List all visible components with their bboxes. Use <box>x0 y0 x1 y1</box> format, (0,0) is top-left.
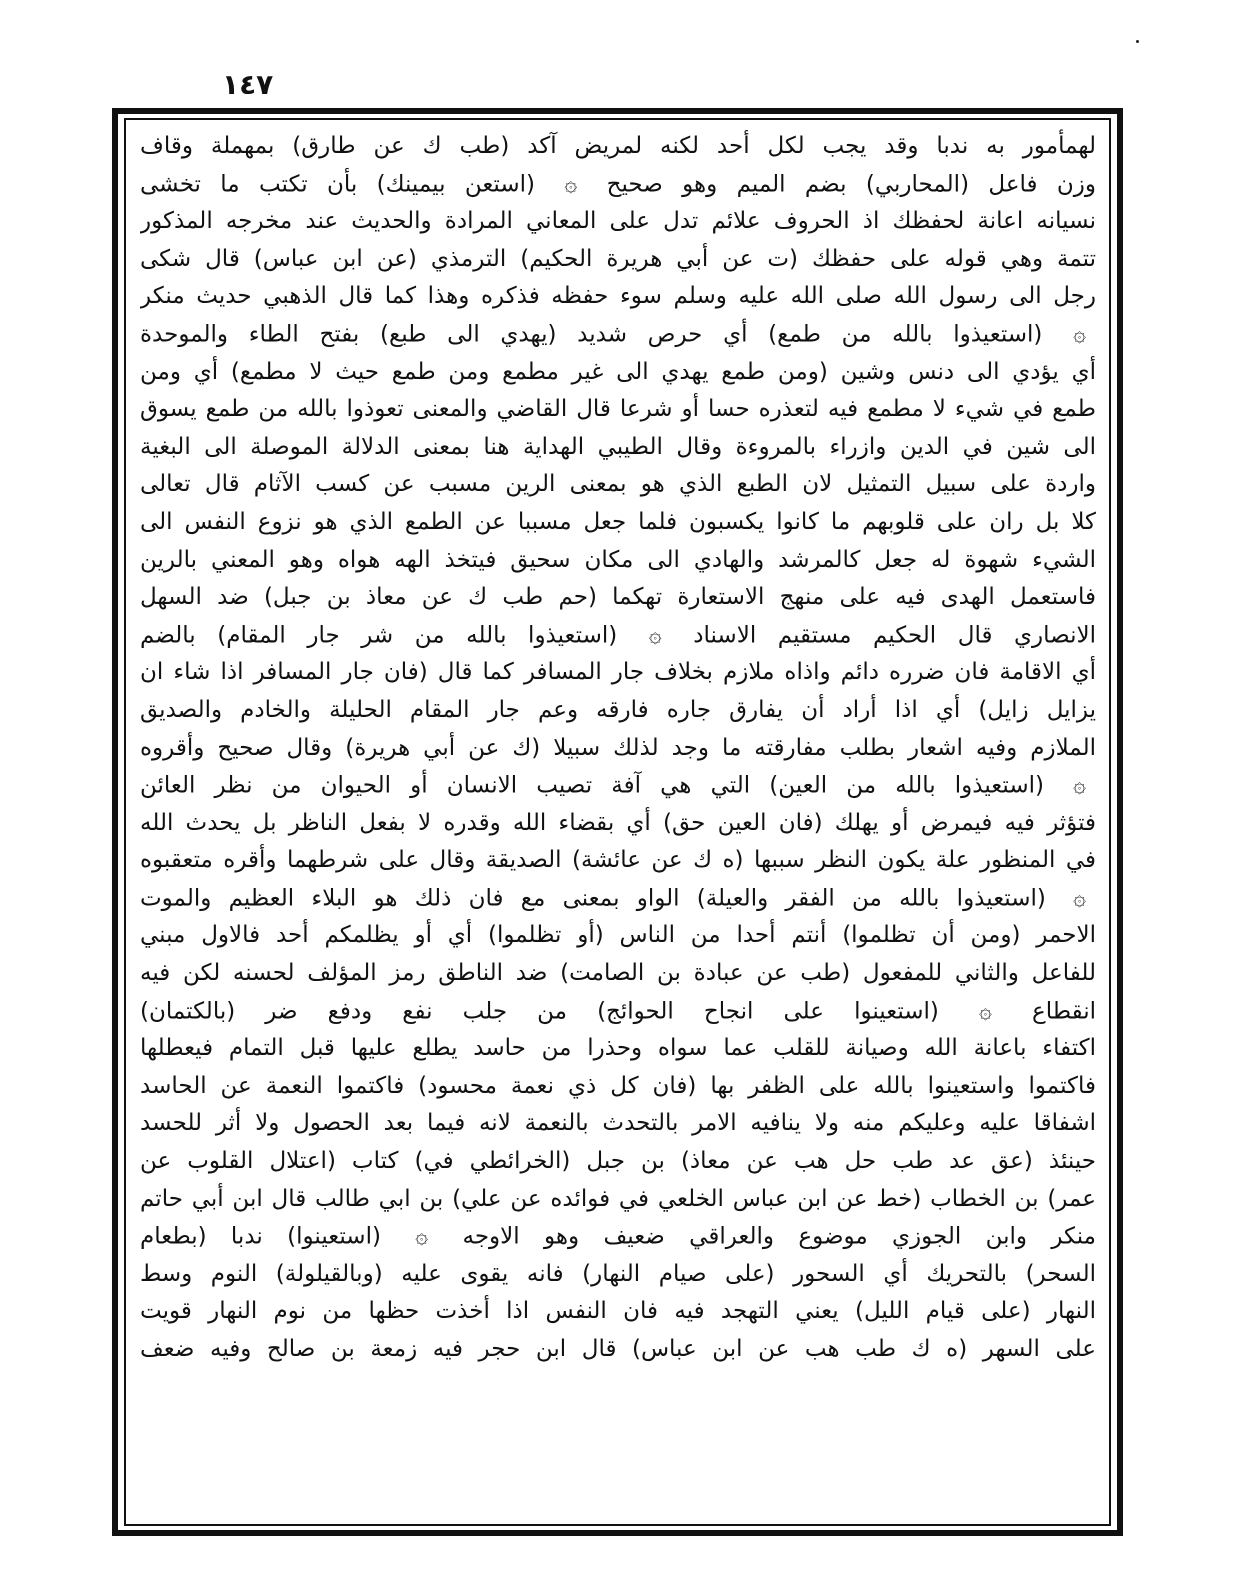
text-line: ۞ (استعيذوا بالله من طمع) أي حرص شديد (يهدي الى طبع) بفتح الطاء والموحدة <box>140 316 1096 354</box>
text-line: للفاعل والثاني للمفعول (طب عن عبادة بن الصامت) ضد الناطق رمز المؤلف لحسنه لكن فيه <box>140 960 1096 987</box>
text-line: الى شين في الدين وازراء بالمروءة وقال الطيبي الهداية هنا بمعنى الدلالة الموصلة الى البغية <box>140 433 1096 460</box>
text-line: اكتفاء باعانة الله وصيانة للقلب عما سواه وحذرا من حاسد يطلع عليها قبل التمام فيعطلها <box>140 1035 1096 1062</box>
text-line: طمع في شيء لا مطمع فيه لتعذره حسا أو شرعا قال القاضي والمعنى تعوذوا بالله من طمع يسوق <box>140 396 1096 423</box>
text-line: في المنظور علة يكون النظر سببها (ه ك عن عائشة) الصديقة وقال على شرطهما وأقره متعقبوه <box>140 847 1096 874</box>
text-line: كلا بل ران على قلوبهم ما كانوا يكسبون فلما جعل مسببا عن الطمع الذي هو نزوع النفس الى <box>140 508 1096 535</box>
body-text <box>140 128 1096 1520</box>
text-line: انقطاع ۞ (استعينوا على انجاح الحوائج) من جلب نفع ودفع ضر (بالكتمان) <box>140 993 1096 1031</box>
text-line: تتمة وهي قوله على حفظك (ت عن أبي هريرة الحكيم) الترمذي (عن ابن عباس) قال شكى <box>140 245 1096 272</box>
text-line: الشيء شهوة له جعل كالمرشد والهادي الى مكان سحيق فيتخذ الهه هواه وهو المعني بالرين <box>140 546 1096 573</box>
text-line: على السهر (ه ك طب هب عن ابن عباس) قال ابن حجر فيه زمعة بن صالح وفيه ضعف <box>140 1336 1096 1362</box>
text-line: حينئذ (عق عد طب حل هب عن معاذ) بن جبل (الخرائطي في) كتاب (اعتلال القلوب عن <box>140 1148 1096 1175</box>
ornament-icon: ۞ <box>1073 885 1086 911</box>
text-line: فاكتموا واستعينوا بالله على الظفر بها (فان كل ذي نعمة محسود) فاكتموا النعمة عن الحاسد <box>140 1072 1096 1099</box>
ornament-icon: ۞ <box>1073 773 1086 799</box>
text-line: واردة على سبيل التمثيل لان الطبع الذي هو بمعنى الرين مسبب عن كسب الآثام قال تعالى <box>140 471 1096 498</box>
text-line: ۞ (استعيذوا بالله من العين) التي هي آفة تصيب الانسان أو الحيوان من نظر العائن <box>140 767 1096 805</box>
text-line: الاحمر (ومن أن تظلموا) أنتم أحدا من الناس (أو تظلموا) أي أو يظلمكم أحد فالاول مبني <box>140 922 1096 949</box>
text-line: منكر وابن الجوزي موضوع والعراقي ضعيف وهو الاوجه ۞ (استعينوا) ندبا (بطعام <box>140 1218 1096 1256</box>
text-line: لهمأمور به ندبا وقد يجب لكل أحد لكنه لمريض آكد (طب ك عن طارق) بمهملة وقاف <box>140 133 1096 159</box>
text-line: الملازم وفيه اشعار بطلب مفارقته ما وجد لذلك سبيلا (ك عن أبي هريرة) وقال صحيح وأقروه <box>140 734 1096 761</box>
text-line: أي الاقامة فان ضرره دائم واذاه ملازم بخلاف جار المسافر كما قال (فان جار المسافر اذا شاء ان <box>140 659 1096 686</box>
text-line: اشفاقا عليه وعليكم منه ولا ينافيه الامر بالتحدث بالنعمة لانه فيما بعد الحصول ولا أثر للحسد <box>140 1110 1096 1137</box>
text-line: فتؤثر فيه فيمرض أو يهلك (فان العين حق) أي بقضاء الله وقدره لا بفعل الناظر بل يحدث الله <box>140 809 1096 836</box>
text-line: الانصاري قال الحكيم مستقيم الاسناد ۞ (استعيذوا بالله من شر جار المقام) بالضم <box>140 617 1096 655</box>
text-line: رجل الى رسول الله صلى الله عليه وسلم سوء حفظه فذكره وهذا كما قال الذهبي حديث منكر <box>140 283 1096 310</box>
ornament-icon: ۞ <box>979 998 992 1024</box>
text-line: ۞ (استعيذوا بالله من الفقر والعيلة) الواو بمعنى مع فان ذلك هو البلاء العظيم والموت <box>140 880 1096 918</box>
ornament-icon: ۞ <box>415 1224 429 1250</box>
ornament-icon: ۞ <box>1073 321 1086 347</box>
text-line: يزايل زايل) أي اذا أراد أن يفارق جاره فارقه وعم جار المقام الحليلة والخادم والصديق <box>140 696 1096 723</box>
page-number: ١٤٧ <box>222 68 274 101</box>
text-line: عمر) بن الخطاب (خط عن ابن عباس الخلعي في فوائده عن علي) بن ابي طالب قال ابن أبي حاتم <box>140 1185 1096 1212</box>
text-line: السحر) بالتحريك أي السحور (على صيام النهار) فانه يقوى عليه (وبالقيلولة) النوم وسط <box>140 1260 1096 1287</box>
text-line: نسيانه اعانة لحفظك اذ الحروف علائم تدل على المعاني المرادة والحديث عند مخرجه المذكور <box>140 208 1096 235</box>
text-line: وزن فاعل (المحاربي) بضم الميم وهو صحيح ۞ (استعن بيمينك) بأن تكتب ما تخشى <box>140 166 1096 204</box>
ornament-icon: ۞ <box>564 171 578 197</box>
ornament-icon: ۞ <box>648 622 662 648</box>
text-line: أي يؤدي الى دنس وشين (ومن طمع يهدي الى غير مطمع ومن طمع حيث لا مطمع) أي ومن <box>140 358 1096 385</box>
scan-speck <box>1136 40 1139 43</box>
text-line: فاستعمل الهدى فيه على منهج الاستعارة تهكما (حم طب ك عن معاذ بن جبل) ضد السهل <box>140 584 1096 611</box>
text-line: النهار (على قيام الليل) يعني التهجد فيه فان النفس اذا أخذت حظها من نوم النهار قويت <box>140 1298 1096 1325</box>
